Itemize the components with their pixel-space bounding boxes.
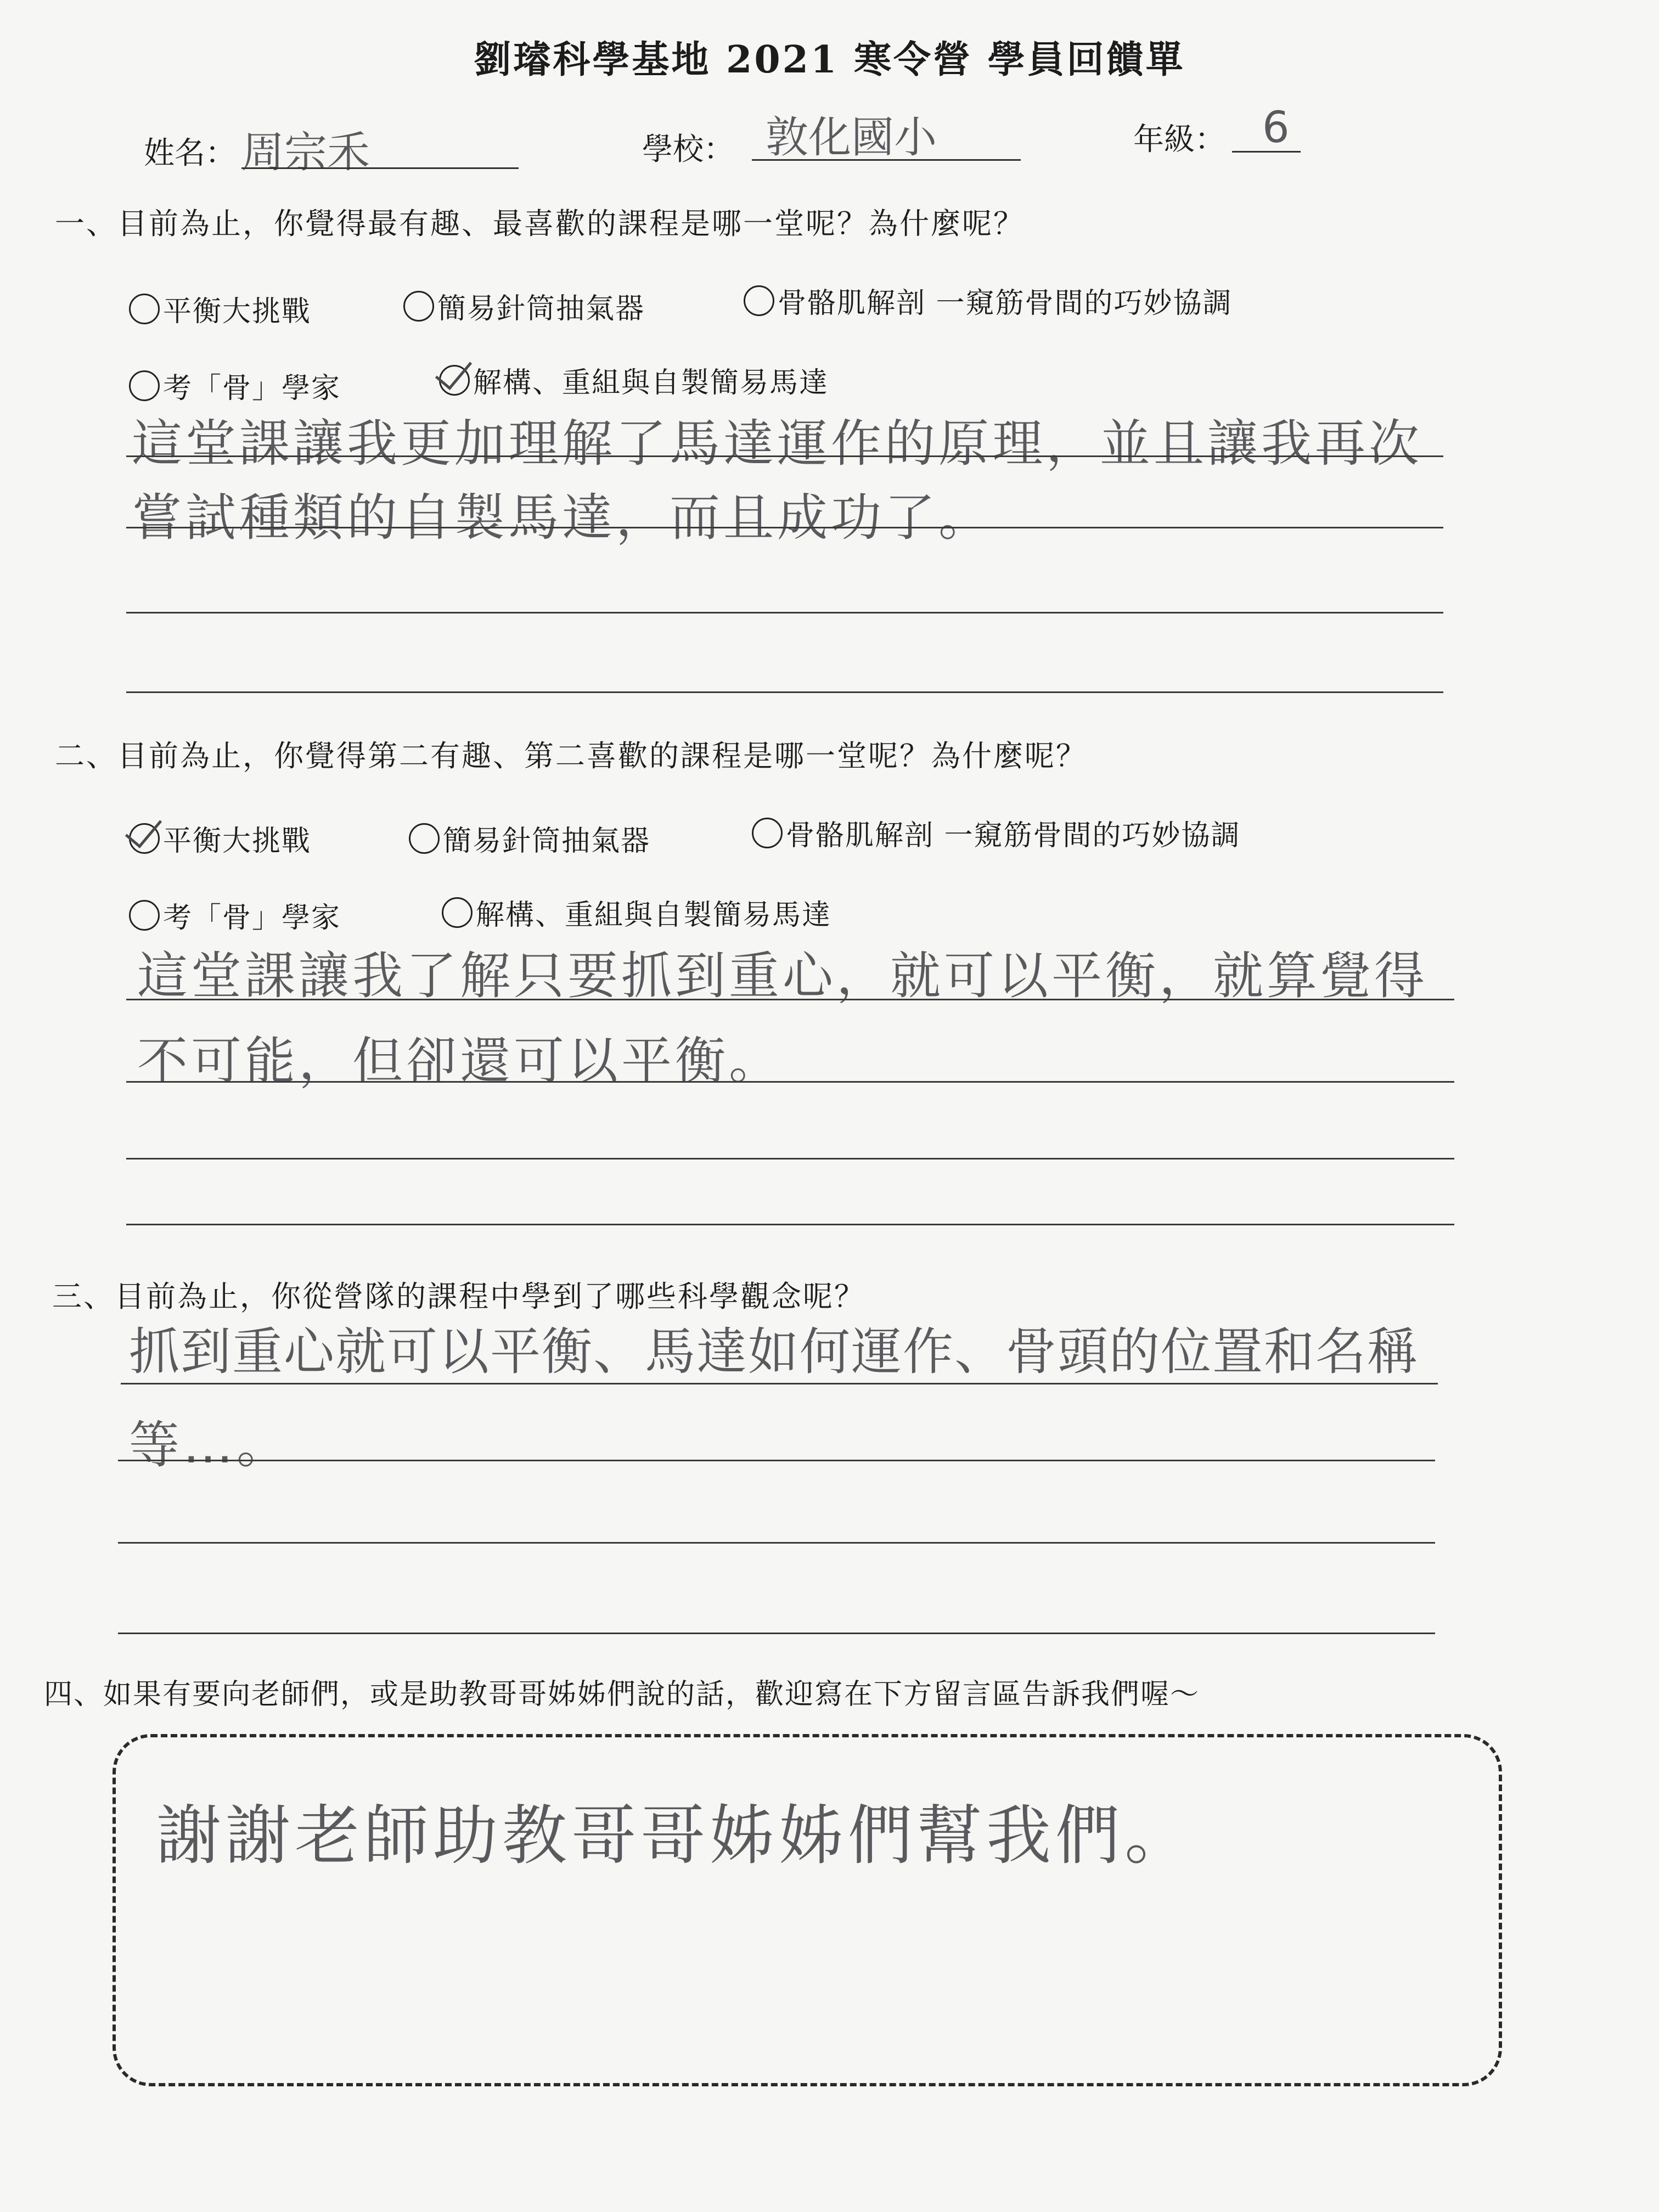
message-text: 謝謝老師助教哥哥姊姊們幫我們。 xyxy=(156,1798,1194,1873)
q1-answer-rule-4 xyxy=(126,691,1443,693)
name-label: 姓名： xyxy=(144,136,236,171)
q3-answer-rule-1 xyxy=(121,1383,1438,1384)
q1-option-syringe[interactable]: 簡易針筒抽氣器 xyxy=(403,285,645,327)
q2-answer-line-2: 不可能，但卻還可以平衡。 xyxy=(137,1032,783,1090)
q2-answer-rule-2 xyxy=(126,1081,1454,1083)
q2-option-skeletal-muscle-checkbox[interactable] xyxy=(752,818,783,848)
q2-answer-rule-4 xyxy=(126,1224,1454,1225)
question-2-prompt: 二、目前為止，你覺得第二有趣、第二喜歡的課程是哪一堂呢？為什麼呢？ xyxy=(55,739,1087,773)
q2-option-motor[interactable]: 解構、重組與自製簡易馬達 xyxy=(442,892,831,933)
q1-answer-line-2: 嘗試種類的自製馬達，而且成功了。 xyxy=(132,488,993,547)
q1-option-balance-checkbox[interactable] xyxy=(129,294,160,324)
q1-answer-rule-2 xyxy=(126,527,1443,528)
q1-option-motor-checkbox[interactable] xyxy=(439,365,470,396)
q2-option-bone-scientist-checkbox[interactable] xyxy=(129,900,160,931)
grade-value: 6 xyxy=(1262,103,1290,153)
q2-option-balance-checkbox[interactable] xyxy=(129,823,160,854)
q1-option-syringe-checkbox[interactable] xyxy=(403,291,434,322)
q1-option-bone-scientist-checkbox[interactable] xyxy=(129,370,160,401)
question-4-prompt: 四、如果有要向老師們，或是助教哥哥姊姊們說的話，歡迎寫在下方留言區告訴我們喔～ xyxy=(44,1678,1200,1711)
checkmark-icon xyxy=(125,809,162,848)
q2-option-bone-scientist[interactable]: 考「骨」學家 xyxy=(129,894,341,936)
school-label: 學校： xyxy=(642,132,734,167)
name-underline xyxy=(241,167,519,169)
q3-answer-line-2: 等…。 xyxy=(129,1416,291,1474)
q2-option-motor-checkbox[interactable] xyxy=(442,897,473,928)
q3-answer-line-1: 抓到重心就可以平衡、馬達如何運作、骨頭的位置和名稱 xyxy=(129,1322,1419,1381)
q2-answer-line-1: 這堂課讓我了解只要抓到重心，就可以平衡，就算覺得 xyxy=(137,947,1429,1005)
question-1-prompt: 一、目前為止，你覺得最有趣、最喜歡的課程是哪一堂呢？為什麼呢？ xyxy=(55,206,1025,241)
checkmark-icon xyxy=(435,351,472,390)
q2-answer-rule-3 xyxy=(126,1158,1454,1160)
form-title: 劉璿科學基地 2021 寒令營 學員回饋單 xyxy=(474,38,1185,82)
q1-option-skeletal-muscle[interactable]: 骨骼肌解剖 一窺筋骨間的巧妙協調 xyxy=(744,280,1233,321)
q3-answer-rule-3 xyxy=(118,1542,1435,1544)
q1-answer-line-1: 這堂課讓我更加理解了馬達運作的原理，並且讓我再次 xyxy=(132,414,1423,473)
q2-option-syringe-checkbox[interactable] xyxy=(409,823,440,854)
school-value: 敦化國小 xyxy=(766,113,937,162)
grade-underline xyxy=(1232,151,1301,153)
q1-option-bone-scientist[interactable]: 考「骨」學家 xyxy=(129,365,341,406)
q3-answer-rule-4 xyxy=(118,1633,1435,1634)
q2-answer-rule-1 xyxy=(126,999,1454,1000)
q1-answer-rule-3 xyxy=(126,612,1443,613)
q2-option-syringe[interactable]: 簡易針筒抽氣器 xyxy=(409,818,650,859)
q3-answer-rule-2 xyxy=(118,1460,1435,1461)
school-underline xyxy=(752,159,1021,161)
q2-option-balance[interactable]: 平衡大挑戰 xyxy=(129,818,311,859)
grade-label: 年級： xyxy=(1133,122,1225,157)
q1-option-skeletal-muscle-checkbox[interactable] xyxy=(744,285,774,316)
q1-option-motor[interactable]: 解構、重組與自製簡易馬達 xyxy=(439,359,829,401)
q1-answer-rule-1 xyxy=(126,455,1443,457)
name-value: 周宗禾 xyxy=(241,128,370,177)
question-3-prompt: 三、目前為止，你從營隊的課程中學到了哪些科學觀念呢？ xyxy=(52,1279,865,1314)
q2-option-skeletal-muscle[interactable]: 骨骼肌解剖 一窺筋骨間的巧妙協調 xyxy=(752,812,1241,853)
q1-option-balance[interactable]: 平衡大挑戰 xyxy=(129,288,311,329)
